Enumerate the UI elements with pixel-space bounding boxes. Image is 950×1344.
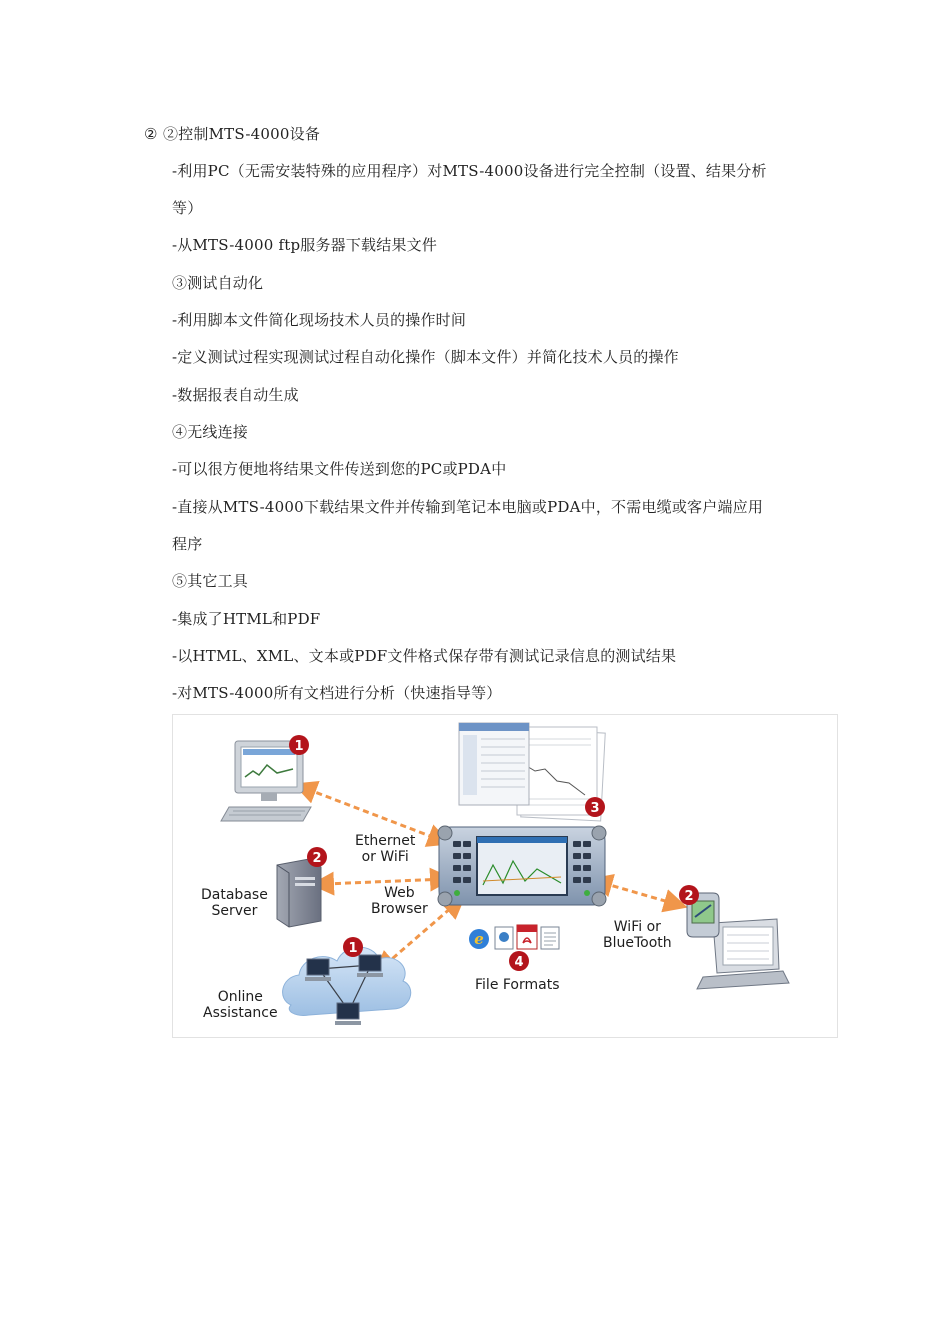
label-online-assistance: Online Assistance (203, 989, 278, 1021)
bullet-line: -对MTS-4000所有文档进行分析（快速指导等） (172, 684, 502, 702)
svg-text:1: 1 (348, 941, 358, 956)
bullet-line: -数据报表自动生成 (172, 386, 299, 404)
svg-text:3: 3 (590, 801, 600, 816)
svg-text:2: 2 (684, 889, 694, 904)
label-ethernet: Ethernet or WiFi (355, 833, 416, 865)
bullet-line-continued: 等） (172, 199, 203, 217)
badge-reports (585, 797, 605, 817)
database-server-icon (277, 859, 321, 927)
bullet-line: -以HTML、XML、文本或PDF文件格式保存带有测试记录信息的测试结果 (172, 647, 677, 665)
file-format-icons (469, 925, 559, 949)
badge-files (509, 951, 529, 971)
badge-database (307, 847, 327, 867)
label-wifi-bluetooth: WiFi or BlueTooth (603, 919, 672, 951)
svg-text:2: 2 (312, 851, 322, 866)
svg-text:e: e (474, 930, 484, 948)
heading-control: ②控制MTS-4000设备 (163, 125, 321, 143)
report-screenshots-icon (459, 723, 605, 821)
label-file-formats: File Formats (475, 977, 560, 993)
bullet-line: -从MTS-4000 ftp服务器下载结果文件 (172, 236, 438, 254)
badge-pda (679, 885, 699, 905)
bullet-line: -集成了HTML和PDF (172, 610, 321, 628)
label-database-server: Database Server (201, 887, 268, 919)
bullet-line: -可以很方便地将结果文件传送到您的PC或PDA中 (172, 460, 507, 478)
bullet-line: -利用PC（无需安装特殊的应用程序）对MTS-4000设备进行完全控制（设置、结果分析 (172, 162, 767, 180)
network-cloud-icon (283, 947, 411, 1025)
heading-wireless: ④无线连接 (172, 423, 249, 441)
bullet-line-continued: 程序 (172, 535, 203, 553)
heading-other-tools: ⑤其它工具 (172, 572, 249, 590)
svg-text:1: 1 (294, 739, 304, 754)
badge-pc (289, 735, 309, 755)
bullet-line: -直接从MTS-4000下载结果文件并传输到笔记本电脑或PDA中，不需电缆或客户端应用 (172, 498, 764, 516)
connectivity-diagram (172, 714, 838, 1038)
bullet-line: -利用脚本文件简化现场技术人员的操作时间 (172, 311, 467, 329)
bullet-line: -定义测试过程实现测试过程自动化操作（脚本文件）并简化技术人员的操作 (172, 348, 679, 366)
heading-automation: ③测试自动化 (172, 274, 264, 292)
section-marker: ② (144, 125, 158, 143)
badge-network (343, 937, 363, 957)
label-web-browser: Web Browser (371, 885, 428, 917)
mts4000-device-icon (438, 826, 606, 906)
pda-laptop-icon (687, 893, 789, 989)
svg-text:4: 4 (514, 955, 524, 970)
